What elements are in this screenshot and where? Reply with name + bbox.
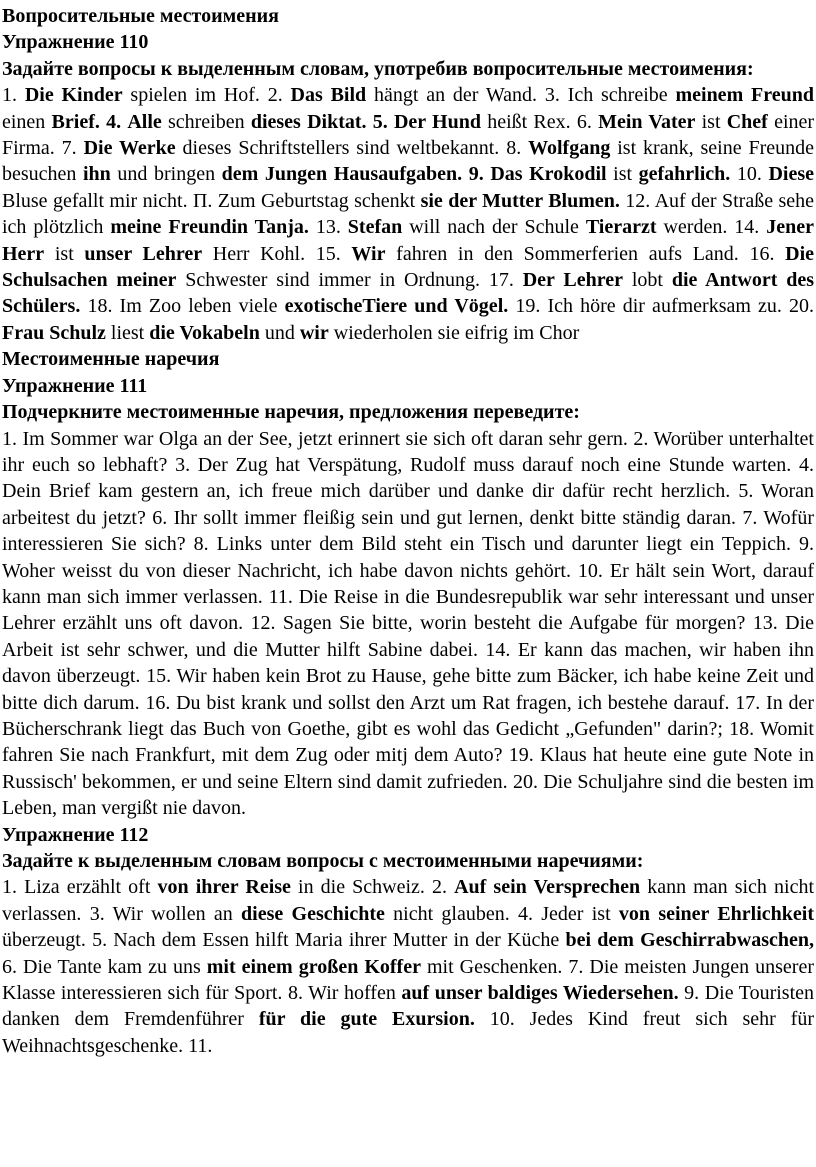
highlighted-word: Das Krokodil <box>490 163 607 186</box>
text-run: Schwester sind immer in Ordnung. 17. <box>176 269 523 292</box>
text-run: 13. <box>308 216 348 239</box>
highlighted-word: 9. <box>468 163 484 186</box>
text-run: 19. Ich höre dir aufmerksam zu. 20. <box>508 295 814 318</box>
highlighted-word: unser Lehrer <box>84 242 203 265</box>
text-run: einen <box>2 110 52 133</box>
exercise-112-text <box>2 874 814 1059</box>
exercise-110-text <box>2 82 814 346</box>
highlighted-word: Die Schulsachen meiner <box>2 242 815 292</box>
highlighted-word: von ihrer Reise <box>157 876 291 899</box>
highlighted-word: die Antwort des Schülers. <box>2 269 814 318</box>
text-run: 10. Jedes Kind freut sich sehr für Weihnachtsgeschenke. 11. <box>2 1008 815 1057</box>
highlighted-word: meinem Freund <box>675 84 815 107</box>
exercise-112-task: Задайте к выделенным словам вопросы с местоименными наречиями: <box>2 850 644 872</box>
highlighted-word: dieses Diktat. <box>250 110 367 133</box>
highlighted-word: Der Hund <box>393 110 481 133</box>
highlighted-word: Wolfgang <box>528 137 611 160</box>
highlighted-word: Wir <box>351 242 386 265</box>
highlighted-word: Auf sein Versprechen <box>454 876 641 899</box>
exercise-110-task: Задайте вопросы к выделенным словам, употребив вопросительные местоимения: <box>2 57 754 80</box>
text-run: kann man sich nicht verlassen. 3. Wir wollen an <box>2 876 814 925</box>
exercise-110-title: Упражнение 110 <box>2 31 149 54</box>
highlighted-word: gefahrlich. <box>638 163 731 186</box>
highlighted-word: auf unser baldiges Wiedersehen. <box>401 982 679 1005</box>
exercise-111-text: 1. Im Sommer war Olga an der See, jetzt erinnert sie sich oft daran sehr gern. 2. Worüber unterhaltet ihr euch so lebhaft? 3. Der Zug hat Verspätung, Rudolf muss darauf noch eine Stunde warten. 4. Dein Brief kam gestern an, ich freue mich darüber und danke dir dafür recht herzlich. 5. Woran arbeitest du jetzt? 6. Ihr sollt immer fleißig sein und gut lernen, denkt bitte ständig daran. 7. Wofür interessieren Sie sich? 8. Links unter dem Bild steht ein Tisch und darunter liegt ein Teppich. 9. Woher weisst du von dieser Nachricht, ich habe davon nichts gehört. 10. Er hält sein Wort, darauf kann man sich immer verlassen. 11. Die Reise in die Bundesrepublik war sehr interessant und unser Lehrer erzählt uns oft davon. 12. Sagen Sie bitte, worin besteht die Aufgabe für morgen? 13. Die Arbeit ist sehr schwer, und die Mutter hilft Sabine dabei. 14. Er kann das machen, wir haben ihn davon überzeugt. 15. Wir haben kein Brot zu Hause, gehe bitte zum Bäcker, ich habe keine Zeit und bitte dich darum. 16. Du bist krank und sollst den Arzt um Rat fragen, ich bestehe darauf. 17. In der Bücherschrank liegt das Buch von Goethe, gibt es wohl das Gedicht „Gefunden" darin?; 18. Womit fahren Sie nach Frankfurt, mit dem Zug oder mitj dem Auto? 19. Klaus hat heute eine gute Note in Russisch' bekommen, er und seine Eltern sind damit zufrieden. 20. Die Schuljahre sind die besten im Leben, man vergißt nie davon. <box>2 427 814 820</box>
highlighted-word: Stefan <box>347 216 403 239</box>
text-run: will nach der Schule <box>402 216 586 239</box>
highlighted-word: die Vokabeln <box>149 321 260 344</box>
highlighted-word: Tierarzt <box>585 216 657 239</box>
text-run: spielen im Hof. 2. <box>122 84 291 107</box>
text-run: nicht glauben. 4. Jeder ist <box>384 902 619 925</box>
text-run: 1. <box>2 84 25 107</box>
highlighted-word: Mein Vater <box>598 110 696 133</box>
highlighted-word: 4. <box>106 110 122 133</box>
highlighted-word: von seiner Ehrlichkeit <box>618 902 815 925</box>
text-run: mit Geschenken. 7. Die meisten Jungen unserer Klasse interessieren sich für Sport. 8. Wir hoffen <box>2 955 814 1005</box>
text-run: 6. Die Tante kam zu uns <box>2 955 207 978</box>
highlighted-word: Chef <box>726 110 768 133</box>
text-run: werden. 14. <box>656 216 767 239</box>
highlighted-word: Die Werke <box>83 137 176 160</box>
text-run <box>462 163 469 185</box>
text-run: 10. <box>730 163 769 186</box>
text-run: einer Firma. 7. <box>2 110 815 160</box>
text-run: ist <box>606 163 639 186</box>
highlighted-word: für die gute Exursion. <box>258 1008 475 1031</box>
section-title-interrogative-pronouns: Вопросительные местоимения <box>2 5 279 27</box>
highlighted-word: diese Geschichte <box>241 902 385 925</box>
highlighted-word: Brief. <box>51 110 100 133</box>
text-run: ist krank, seine Freunde besuchen <box>2 137 814 186</box>
text-run: Herr Kohl. 15. <box>202 242 352 265</box>
text-run: dieses Schriftstellers sind weltbekannt. 8. <box>175 137 529 160</box>
highlighted-word: bei dem Geschirrabwaschen, <box>565 929 815 952</box>
exercise-111-task: Подчеркните местоименные наречия, предложения переведите: <box>2 401 580 424</box>
text-run: und bringen <box>110 163 222 186</box>
text-run: schreiben <box>161 110 251 133</box>
highlighted-word: Diese <box>768 163 815 186</box>
text-run: ist <box>44 242 85 265</box>
highlighted-word: Das Bild <box>290 84 367 107</box>
highlighted-word: Der Lehrer <box>522 269 624 292</box>
text-run: Bluse gefallt mir nicht. П. Zum Geburtstag schenkt <box>2 189 421 212</box>
exercise-111-title: Упражнение 111 <box>2 374 148 397</box>
text-run: liest <box>105 321 150 344</box>
text-run: 18. Im Zoo leben viele <box>80 295 285 318</box>
highlighted-word: mit einem großen Koffer <box>206 955 421 978</box>
text-run: lobt <box>623 269 672 292</box>
highlighted-word: 5. <box>372 110 388 133</box>
highlighted-word: Jener Herr <box>2 216 814 265</box>
highlighted-word: dem Jungen Hausaufgaben. <box>221 163 463 186</box>
text-run: überzeugt. 5. Nach dem Essen hilft Maria ihrer Mutter in der Küche <box>2 929 566 952</box>
highlighted-word: meine Freundin Tanja. <box>110 216 309 239</box>
text-run: 9. Die Touristen danken dem Fremdenführer <box>2 982 815 1031</box>
text-run: ist <box>695 110 727 133</box>
exercise-112-title: Упражнение 112 <box>2 823 149 846</box>
section-title-pronominal-adverbs: Местоименные наречия <box>2 348 220 371</box>
text-run: 1. Liza erzählt oft <box>2 876 158 899</box>
highlighted-word: Frau Schulz <box>2 321 106 344</box>
text-run: 12. Auf der Straße sehe ich plötzlich <box>2 189 815 239</box>
text-run: in die Schweiz. 2. <box>290 876 455 899</box>
highlighted-word: wir <box>299 321 329 344</box>
text-run: wiederholen sie eifrig im Chor <box>328 321 580 344</box>
highlighted-word: sie der Mutter Blumen. <box>420 189 620 212</box>
highlighted-word: ihn <box>83 163 111 186</box>
text-run: und <box>259 321 300 344</box>
text-run: hängt an der Wand. 3. Ich schreibe <box>366 84 676 107</box>
highlighted-word: Alle <box>127 110 162 133</box>
text-run: fahren in den Sommerferien aufs Land. 16. <box>385 242 786 265</box>
text-run: heißt Rex. 6. <box>480 110 599 133</box>
highlighted-word: Die Kinder <box>24 84 123 107</box>
highlighted-word: exotischeTiere und Vögel. <box>284 295 509 318</box>
